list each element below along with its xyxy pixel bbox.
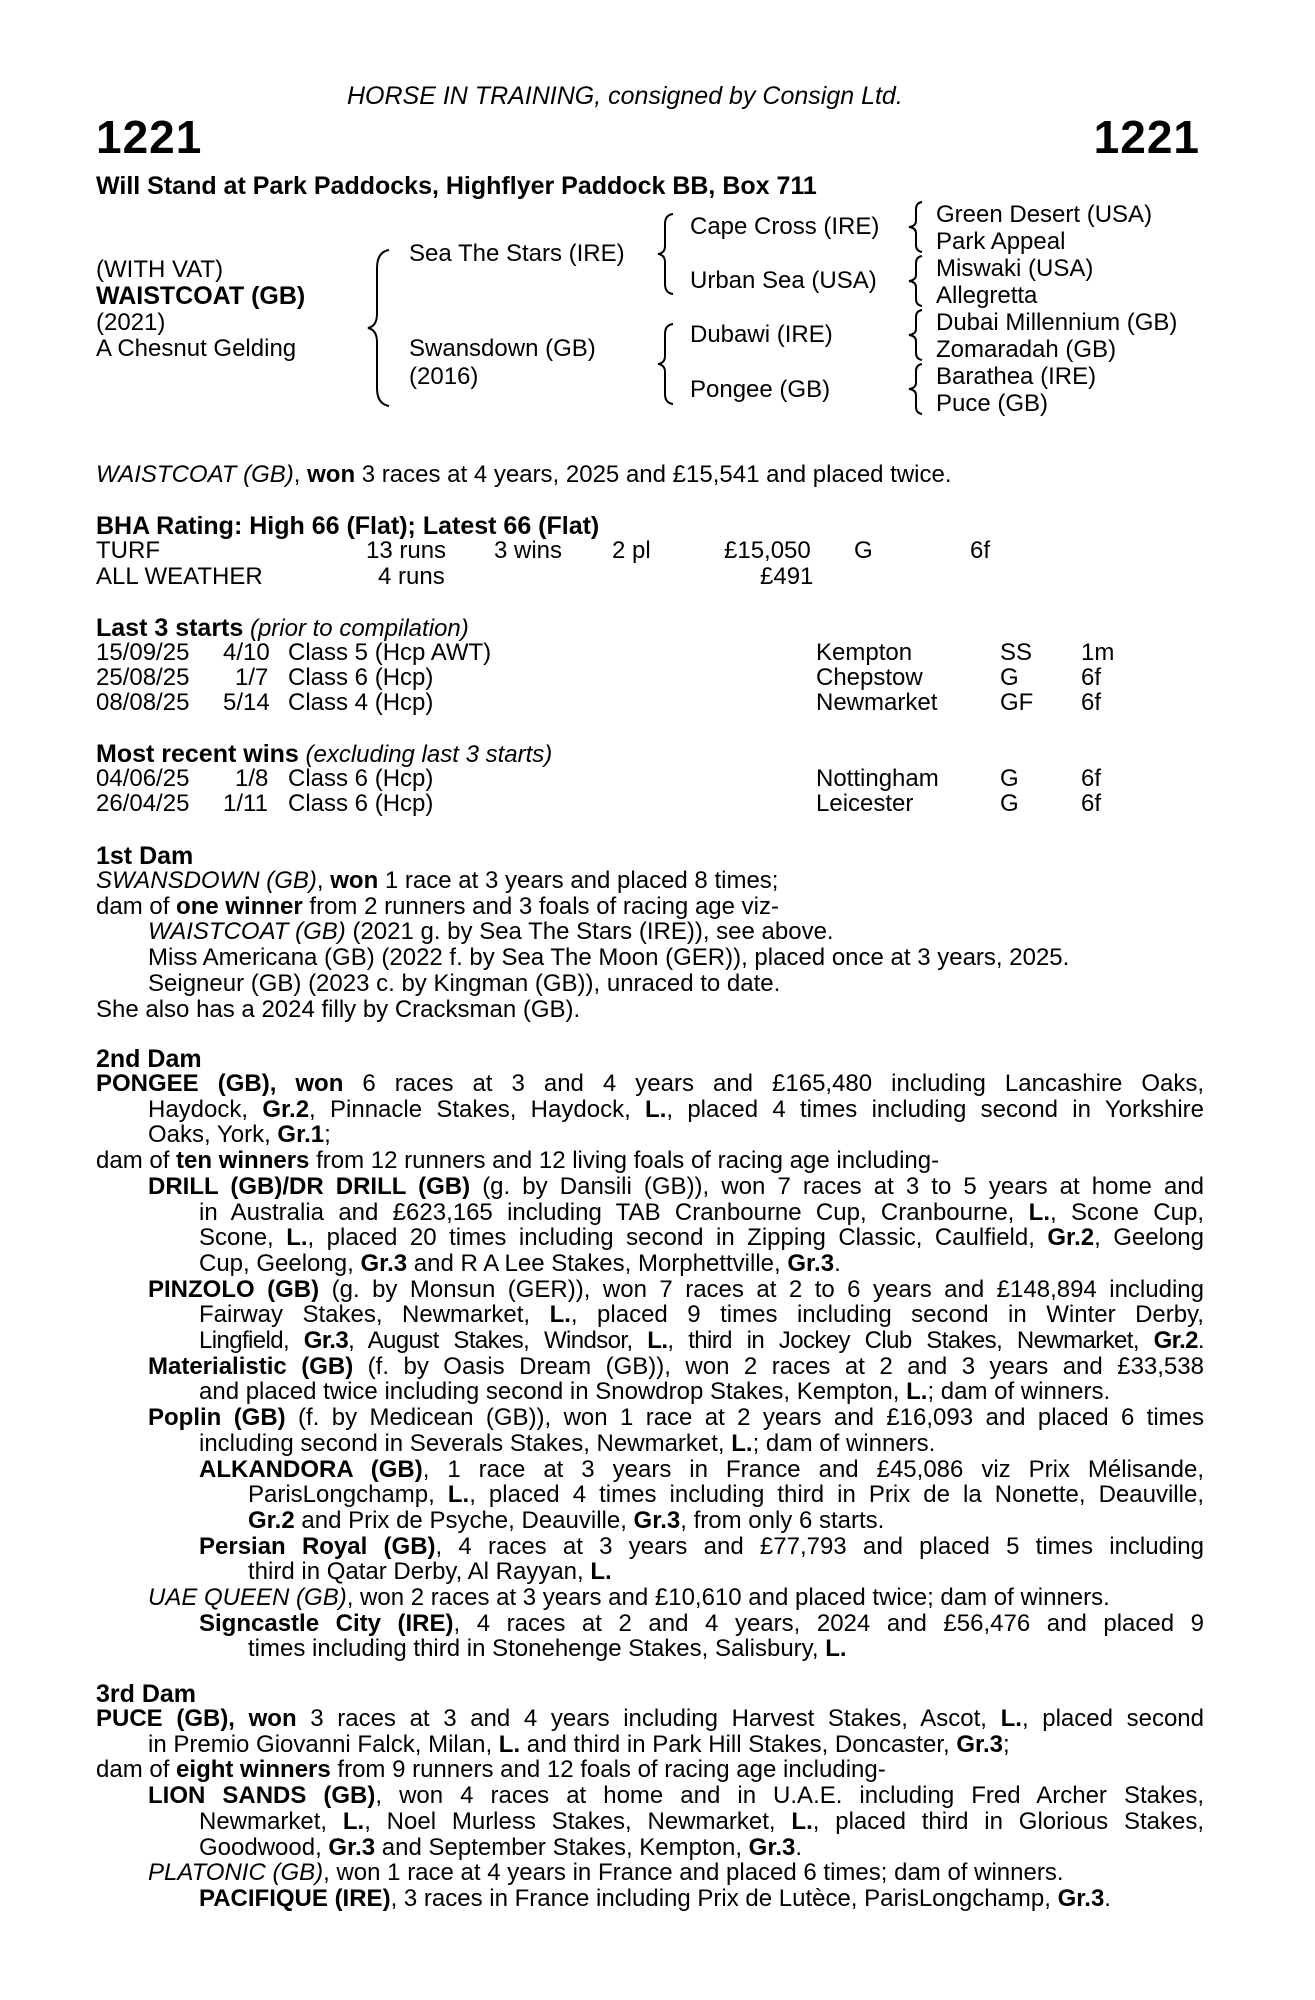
race-summary: WAISTCOAT (GB), won 3 races at 4 years, 2025 and £15,541 and placed twice.: [96, 461, 952, 488]
pedigree-dam-year: (2016): [409, 363, 479, 390]
rating-heading: BHA Rating: High 66 (Flat); Latest 66 (Flat): [96, 512, 600, 540]
pedigree-brace-g2: [905, 254, 927, 308]
stand-location: Will Stand at Park Paddocks, Highflyer Paddock BB, Box 711: [96, 172, 817, 200]
pedigree-g8: Puce (GB): [936, 390, 1049, 417]
first-dam-heading: 1st Dam: [96, 842, 194, 870]
pedigree-g5: Dubai Millennium (GB): [936, 309, 1178, 336]
recent-win-row: 04/06/25 1/8 Class 6 (Hcp) Nottingham G 6f: [96, 765, 1102, 792]
pedigree-brace-g4: [905, 362, 927, 416]
second-dam-section: PONGEE (GB), won 6 races at 3 and 4 years and £165,480 including Lancashire Oaks, Haydock, Gr.2, Pinnacle Stakes, Haydock, L., placed 4 times including second in Yorkshire Oaks, York, Gr.1; dam of ten winners from 12 runners and 12 living foals of racing age including- DRILL (GB)/DR DRILL (GB) (g. by Dansili (GB)), won 7 races at 3 to 5 years at home and in Australia and £623,165 including TAB Cranbourne Cup, Cranbourne, L., Scone Cup, Scone, L., placed 20 times including second in Zipping Classic, Caulfield, Gr.2, Geelong Cup, Geelong, Gr.3 and R A Lee Stakes, Morphettville, Gr.3. PINZOLO (GB) (g. by Monsun (GER)), won 7 races at 2 to 6 years and £148,894 including Fairway Stakes, Newmarket, L., placed 9 times including second in Winter Derby, Lingfield, Gr.3, August Stakes, Windsor, L., third in Jockey Club Stakes, Newmarket, Gr.2. Materialistic (GB) (f. by Oasis Dream (GB)), won 2 races at 2 and 3 years and £33,538 and placed twice including second in Snowdrop Stakes, Kempton, L.; dam of winners. Poplin (GB) (f. by Medicean (GB)), won 1 race at 2 years and £16,093 and placed 6 times including second in Severals Stakes, Newmarket, L.; dam of winners. ALKANDORA (GB), 1 race at 3 years in France and £45,086 viz Prix Mélisande, ParisLongchamp, L., placed 4 times including third in Prix de la Nonette, Deauville, Gr.2 and Prix de Psyche, Deauville, Gr.3, from only 6 starts. Persian Royal (GB), 4 races at 3 years and £77,793 and placed 5 times including third in Qatar Derby, Al Rayyan, L. UAE QUEEN (GB), won 2 races at 3 years and £10,610 and placed twice; dam of winners. Signcastle City (IRE), 4 races at 2 and 4 years, 2024 and £56,476 and placed 9 times including third in Stonehenge Stakes, Salisbury, L.: [96, 1070, 1205, 1663]
last3-heading: Last 3 starts (prior to compilation): [96, 614, 469, 642]
second-dam-heading: 2nd Dam: [96, 1045, 202, 1073]
pedigree-sire-dam: Urban Sea (USA): [690, 267, 877, 294]
horse-name: WAISTCOAT (GB): [96, 282, 306, 310]
last3-row: 15/09/25 4/10 Class 5 (Hcp AWT) Kempton SS 1m: [96, 639, 1115, 666]
last3-row: 25/08/25 1/7 Class 6 (Hcp) Chepstow G 6f: [96, 664, 1102, 691]
lot-number-right: 1221: [1093, 111, 1200, 163]
pedigree-g7: Barathea (IRE): [936, 363, 1097, 390]
pedigree-g6: Zomaradah (GB): [936, 336, 1117, 363]
vat-note: (WITH VAT): [96, 256, 224, 283]
recent-win-row: 26/04/25 1/11 Class 6 (Hcp) Leicester G 6f: [96, 790, 1102, 817]
consignment-line: HORSE IN TRAINING, consigned by Consign Ltd.: [347, 82, 903, 110]
pedigree-brace-dam: [655, 322, 677, 406]
pedigree-g2: Park Appeal: [936, 228, 1066, 255]
pedigree-brace-g3: [905, 308, 927, 362]
pedigree-brace-main: [365, 248, 395, 408]
pedigree-sire: Sea The Stars (IRE): [409, 240, 625, 267]
lot-number-left: 1221: [96, 111, 203, 163]
third-dam-heading: 3rd Dam: [96, 1680, 197, 1708]
recent-wins-heading: Most recent wins (excluding last 3 starts): [96, 740, 553, 768]
third-dam-section: PUCE (GB), won 3 races at 3 and 4 years including Harvest Stakes, Ascot, L., placed second in Premio Giovanni Falck, Milan, L. and third in Park Hill Stakes, Doncaster, Gr.3; dam of eight winners from 9 runners and 12 foals of racing age including- LION SANDS (GB), won 4 races at home and in U.A.E. including Fred Archer Stakes, Newmarket, L., Noel Murless Stakes, Newmarket, L., placed third in Glorious Stakes, Goodwood, Gr.3 and September Stakes, Kempton, Gr.3. PLATONIC (GB), won 1 race at 4 years in France and placed 6 times; dam of winners. PACIFIQUE (IRE), 3 races in France including Prix de Lutèce, ParisLongchamp, Gr.3.: [96, 1705, 1204, 1912]
pedigree-sire-sire: Cape Cross (IRE): [690, 213, 880, 240]
pedigree-dam-dam: Pongee (GB): [690, 376, 831, 403]
pedigree-brace-sire: [655, 212, 677, 296]
pedigree-g4: Allegretta: [936, 282, 1038, 309]
pedigree-dam: Swansdown (GB): [409, 335, 596, 362]
horse-description: A Chesnut Gelding: [96, 335, 297, 362]
first-dam-section: SWANSDOWN (GB), won 1 race at 3 years and placed 8 times; dam of one winner from 2 runners and 3 foals of racing age viz- WAISTCOAT (GB) (2021 g. by Sea The Stars (IRE)), see above. Miss Americana (GB) (2022 f. by Sea The Moon (GER)), placed once at 3 years, 2025. Seigneur (GB) (2023 c. by Kingman (GB)), unraced to date. She also has a 2024 filly by Cracksman (GB).: [96, 867, 1070, 1023]
pedigree-brace-g1: [905, 200, 927, 254]
pedigree-dam-sire: Dubawi (IRE): [690, 321, 833, 348]
pedigree-g3: Miswaki (USA): [936, 255, 1094, 282]
last3-row: 08/08/25 5/14 Class 4 (Hcp) Newmarket GF 6f: [96, 689, 1102, 716]
horse-year: (2021): [96, 309, 166, 336]
pedigree-g1: Green Desert (USA): [936, 201, 1153, 228]
rating-row-turf: TURF 13 runs 3 wins 2 pl £15,050 G 6f: [96, 537, 991, 564]
rating-row-all-weather: ALL WEATHER 4 runs £491: [96, 563, 814, 590]
